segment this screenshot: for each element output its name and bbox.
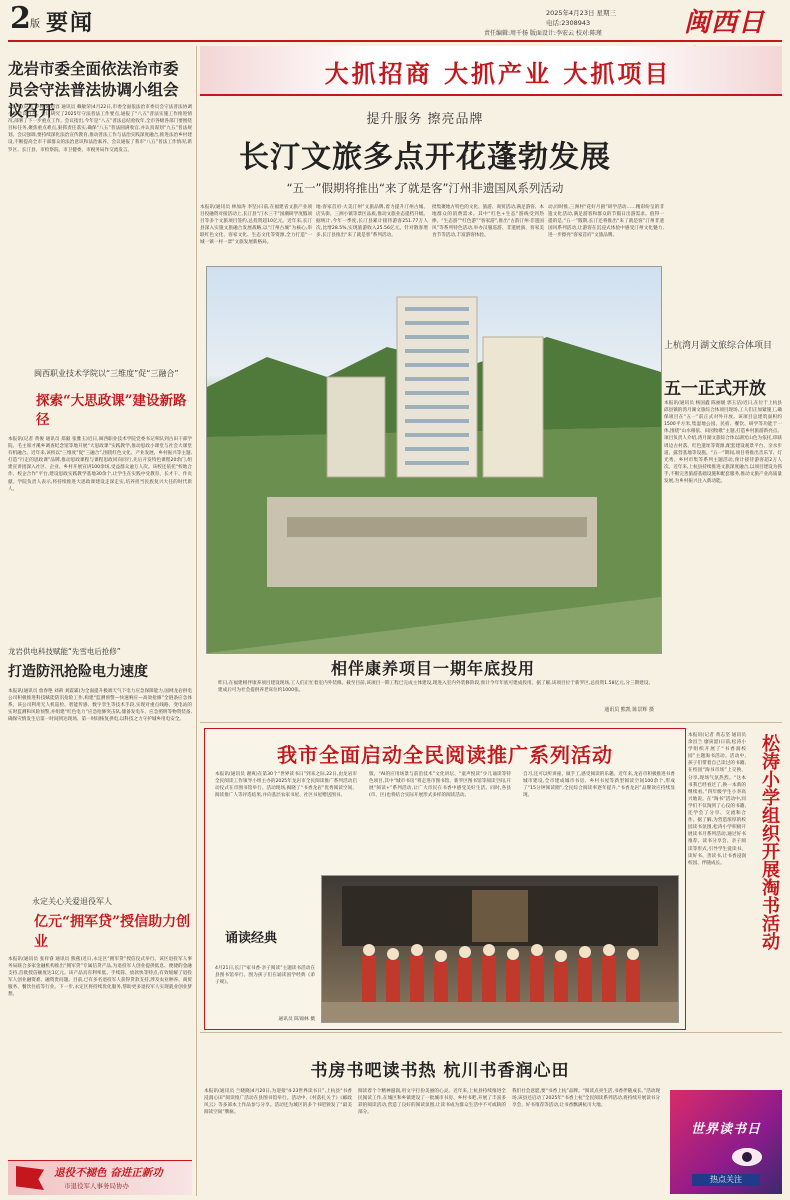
- photo-caption: [206, 654, 660, 716]
- bottom-story: [200, 1036, 782, 1196]
- caption-body: 昨日,在福建相伴康养项目建设现场,工人们正忙着室内外装修。截至目前,该项目一期工程已完成主体建设,现进入室内外装修阶段,预计今年年底可建成投用。据了解,该项目位于新罗区,总投资1.58亿元,分三期建设,建成后可为社会提供养老床位约1000张。: [218, 681, 650, 694]
- footer-banner: [8, 1160, 192, 1195]
- kicker: 上杭湾月湖文旅综合体项目: [664, 341, 773, 351]
- left-column: [8, 46, 192, 1196]
- section-divider: [200, 1032, 782, 1033]
- article-title: 松涛小学组织开展淘书活动: [759, 734, 780, 950]
- lead-col: 本报讯(通讯员 林加涛 李坚)日前,在福建省文旅产业项目投融资对接活动上,长汀县“汀水三千”国潮研学度假项目等多个文旅项目签约,总投资超10亿元。近年来,长汀县深入实施文旅融合发展战略,以“汀州古城”为核心,串联红色文化、客家文化、生态文化等资源,全力打造“一城一镇一村一景”文旅发展新格局。: [200, 205, 312, 246]
- phone: 电话:2308943: [546, 19, 591, 27]
- masthead-rule: [8, 40, 782, 42]
- page-word: 版: [30, 19, 40, 30]
- kicker: 闽西职业技术学院以“三维度”促“三融合”: [34, 369, 179, 378]
- reading-col: 本报讯(通讯员 谢爽)在第30个“世界读书日”到来之际,22日,由龙岩市全民阅读工作领导小组主办的2025年龙岩市全民阅读推广系列活动启动仪式在市图书馆举行。活动现场,揭晓了“书香龙岩”优秀阅读空间、阅读推广人等评选结果,并向基层农家书屋、社区书屋赠送图书。: [215, 772, 357, 799]
- right-story: [664, 340, 782, 720]
- column-divider: [196, 46, 197, 1196]
- article-title: 探索“大思政课”建设新路径: [36, 393, 187, 428]
- section-title: 要闻: [46, 10, 95, 36]
- sidebar-credit: 通讯员 陈锦林 摄: [278, 1017, 315, 1022]
- bottom-col: 阅读着个个精神滋润,用文字打扮美丽的心灵。近年来,上杭县持续推进全民阅读工作,在城区和乡镇建设了一批城市书房、乡村书吧,开展了丰富多彩的阅读活动,营造了良好的阅读氛围,让读书成为群众生活中不可或缺的部分。: [358, 1089, 506, 1116]
- article-body: 本报讯(记者 罗婷 陈超容 通讯员 赖敏荣)4月22日,市委全面依法治市委员会守法普法协调小组会议召开。会议研究了2025年守法普法工作要点,通报了“八五”普法实施工作推进情况,部署了下一步重点工作。会议指出,今年是“八五”普法总结验收年,全市各级各部门要围绕目标任务,聚焦重点难点,狠抓责任落实,确保“八五”普法圆满收官,并认真谋划“九五”普法规划。会议强调,要持续深化法治宣传教育,推动普法工作与法治实践深度融合,推进法治乡村建设,不断提高全市干部群众的法治意识和法治素养。会议通报了我市“八五”普法工作情况,新罗区、长汀县、市检察院、市卫健委、市税务局作交流发言。: [8, 105, 192, 153]
- logo-sub: 热点关注: [692, 1174, 760, 1186]
- article-body: 本报讯(记者 黄志坚 通讯员 余昌兰 廖寅韶)日前,松涛小学组织开展了“书香润校园”主题淘书活动。活动中,孩子们带着自己读过的书籍,在校园“淘书市场”上交换、分享,现场气氛热烈。“这本书我已经看过了,换一本新的继续看。”四年级学生小李高兴地说。在“淘书”活动中,同学们不仅淘到了心仪的书籍,还学会了分享、交流和合作。据了解,为营造浓厚的校园读书氛围,松涛小学积极开展读书月系列活动,通过好书推荐、读书分享会、亲子阅读等形式,引导学生爱读书、读好书、善读书,让书香浸润校园、伴随成长。: [688, 733, 746, 866]
- songtao-story: [688, 728, 782, 1028]
- issue-date: 2025年4月23日 星期三: [546, 9, 617, 17]
- construction-scene-icon: [207, 267, 661, 653]
- reading-col: 版、“AI的应用场景与前沿技术”文化讲坛、“童声悦读”少儿诵读等特色项目,其中“城市书房”将走进市图书馆、新罗区图书馆等阅读空间,开展“阅读+”系列活动,让广大市民在书香中感受美好生活。同时,各县(市、区)也将结合实际开展形式多样的阅读活动。: [369, 772, 511, 799]
- world-book-day-logo: [670, 1090, 782, 1194]
- footer-sub: 市退役军人事务局协办: [64, 1182, 129, 1190]
- paper-logo: 闽西日: [684, 8, 766, 38]
- slogan-banner: [200, 46, 782, 96]
- logo-text: 世界读书日: [690, 1122, 761, 1137]
- sidebar-title: 诵读经典: [225, 931, 278, 946]
- main-photo: [206, 266, 662, 654]
- section-divider: [200, 722, 782, 723]
- kicker: 龙岩供电科技赋能“先雪电后抢修”: [8, 647, 121, 656]
- lead-col: 批集聚地方特色的文化、旅游、商贸活动,满足游客、本地群众的消费需求。其中“红色+生态”游线受到热捧。“生态游”“红色游”“客家游”,推出“古韵汀州·非遗国风”等系列特色活动,举办汉服巡游、非遗展演、客家美食节等活动,丰富游客体验。: [432, 205, 544, 239]
- article-title: 龙岩市委全面依法治市委员会守法普法协调小组会议召开: [8, 59, 179, 120]
- editors: 责任编辑:周千扬 版面设计:李宏云 校对:陈瑾: [484, 30, 602, 37]
- article-title: 打造防汛抢险电力速度: [8, 664, 148, 680]
- sidebar-body: 4月21日,长汀“家书香·亲子阅读”主题读书活动在县图书馆举行。图为孩子们在诵读国学经典《弟子规》。: [215, 966, 315, 986]
- bottom-col: 本报讯(通讯员 兰晓晓)4月20日,为迎接“4·23世界读书日”,上杭县“书香浸润心田”阅读推广活动在县图书馆举行。活动中,《村落扎关于》《邮政风云》等多部本土作品参与分享。活动还为城区的多个书吧颁发了“最美阅读空间”牌匾。: [204, 1089, 352, 1116]
- children-reading-scene-icon: [322, 876, 678, 1022]
- article-title: 书房书吧读书热 杭川书香润心田: [310, 1061, 570, 1081]
- reading-story-box: [204, 728, 686, 1030]
- page-number: 2: [10, 1, 31, 36]
- kicker: 永定关心关爱退役军人: [32, 897, 112, 906]
- article-title: 我市全面启动全民阅读推广系列活动: [277, 743, 613, 767]
- footer-slogan: 退役不褪色 奋进正新功: [54, 1167, 163, 1179]
- banner-slogan: 大抓招商 大抓产业 大抓项目: [324, 59, 672, 88]
- reading-col: 自习,还可以听讲座、做手工,感受阅读的乐趣。近年来,龙岩市积极推进书香城市建设,全市建成城市书房、乡村书屋等新型阅读空间100余个,形成了“15分钟阅读圈”,全民综合阅读率逐年提升,“书香龙岩”品牌效应持续显现。: [523, 772, 675, 799]
- article-body: 本报讯(通讯员 詹春艳 刘莉 刘震霖)为全面提升极端天气下电力应急保障能力,国网龙岩供电公司积极推进科技赋能防汛抢险工作,构建“监测预警—快速响应—高效抢修”全链条应急体系。该公司利用无人机巡检、智能传感、数字孪生等技术手段,实现对重点线路、变电站的实时监测和风险预警,并组建“红色电力”应急抢修突击队,储备发电车、应急照明等物资装备,确保灾情发生后第一时间到达现场、第一时间恢复供电,以科技之力守护城乡用电安全。: [8, 689, 192, 723]
- lead-title: 长汀文旅多点开花蓬勃发展: [239, 140, 611, 175]
- flag-icon: [16, 1166, 44, 1190]
- article-body: 本报讯(通讯员 杨国鑫 陈丽媛 郭玉洁)近日,在位于上杭县邱县镇的湾月湖文旅综合体项目现场,工人们正加紧施工,确保项目在“五一”前正式对外开放。该项目总建筑面积约1500平方米,集湿地公园、民宿、餐饮、研学等功能于一体,围绕“山水相依、田园牧歌”主题,打造乡村旅游新亮点。项目负责人介绍,湾月湖文旅综合体以湖光山色为依托,串联周边古村落、红色遗址等资源,配套建设观景平台、亲水步道、露营基地等设施。“五一”期间,项目将推出音乐节、灯光秀、乡村市集等系列主题活动,预计接待游客超2万人次。近年来,上杭县持续推进文旅深度融合,以项目建设为抓手,不断完善旅游基础设施和配套服务,推动文旅产业高质量发展,为乡村振兴注入新动能。: [664, 401, 782, 485]
- lead-col: 动,同时推,三洲村“花好月圆”研学活动……精彩纷呈的非遗文化活动,满足游客和群众的节假日出游需求。值得一提的是,“五一”假期,长汀还将推出“来了就是客”汀州非遗国风系列活动,让游客在沉浸式体验中感受汀州文化魅力,进一步擦亮“客家首府”文旅品牌。: [548, 205, 664, 239]
- kicker: 提升服务 擦亮品牌: [366, 112, 484, 127]
- bottom-col: 我们社会意愿,要“书香上杭”品牌。“阅读点亮生活,书香伴随成长。”活动现场,该县还启动了2025年“书香上杭”全民阅读系列活动,将持续开展读书分享会、好书推荐等活动,让书香飘满杭川大地。: [512, 1089, 660, 1109]
- article-title: 亿元“拥军贷”授信助力创业: [34, 914, 191, 950]
- reading-photo: [321, 875, 679, 1023]
- lead-subtitle: “五一”假期将推出“来了就是客”汀州非遗国风系列活动: [286, 181, 564, 195]
- eye-icon: [732, 1148, 762, 1166]
- article-body: 本报讯(记者 黄俊 通讯员 郑毅 张雅玉)近日,闽西职业技术学院党委书记率队到古田干部学院、毛主席才溪乡调查纪念馆等地开展“大思政课”实践教学,推动思政小课堂与社会大课堂有机融合。近年来,该校以“三维度”促“三融合”,围绕红色文化、产业发展、乡村振兴等主题,打造“行走的思政课”品牌,推动思政课程与课程思政同向同行,先后开发特色课程20余门,组建宣讲团深入社区、企业、乡村开展宣讲100余场,受益群众逾万人次。该校还依托“校地合作、校企合作”平台,建设思政实践教学基地30余个,让学生在实践中受教育、长才干、作贡献。学院负责人表示,将持续推进大思政课建设走深走实,培养担当民族复兴大任的时代新人。: [8, 437, 192, 492]
- article-body: 本报讯(通讯员 张祥睿 通讯员 熊燕)近日,永定区“拥军贷”授信仪式举行。该区退役军人事务局联合多家金融机构推出“拥军贷”专属信贷产品,为退役军人创业提供低息、便捷的金融支持,首批授信额度达1亿元。该产品具有利率低、手续简、放款快等特点,有效缓解了退役军人创业融资难、融资贵问题。目前,已有多名退役军人获得贷款支持,涉及农业种养、商贸服务、餐饮住宿等行业。下一步,永定区将持续优化服务,帮助更多退役军人实现就业创业梦想。: [8, 957, 192, 998]
- masthead: [0, 0, 790, 46]
- article-title: 五一正式开放: [664, 379, 766, 399]
- lead-col: 地·客家首府·大美汀州”文旅品牌,着力提升汀州古城、店头街、三洲小镇等景区品质,推动文旅业态提档升级。据统计,今年一季度,长汀县累计接待游客251.77万人次,比增28.5%,实现旅游收入25.56亿元。针对散客增多,长汀县推出“来了就是客”系列活动。: [316, 205, 428, 239]
- photo-credit: 通讯员 熊凯 陈景辉 摄: [604, 707, 654, 713]
- caption-title: 相伴康养项目一期年底投用: [330, 659, 535, 678]
